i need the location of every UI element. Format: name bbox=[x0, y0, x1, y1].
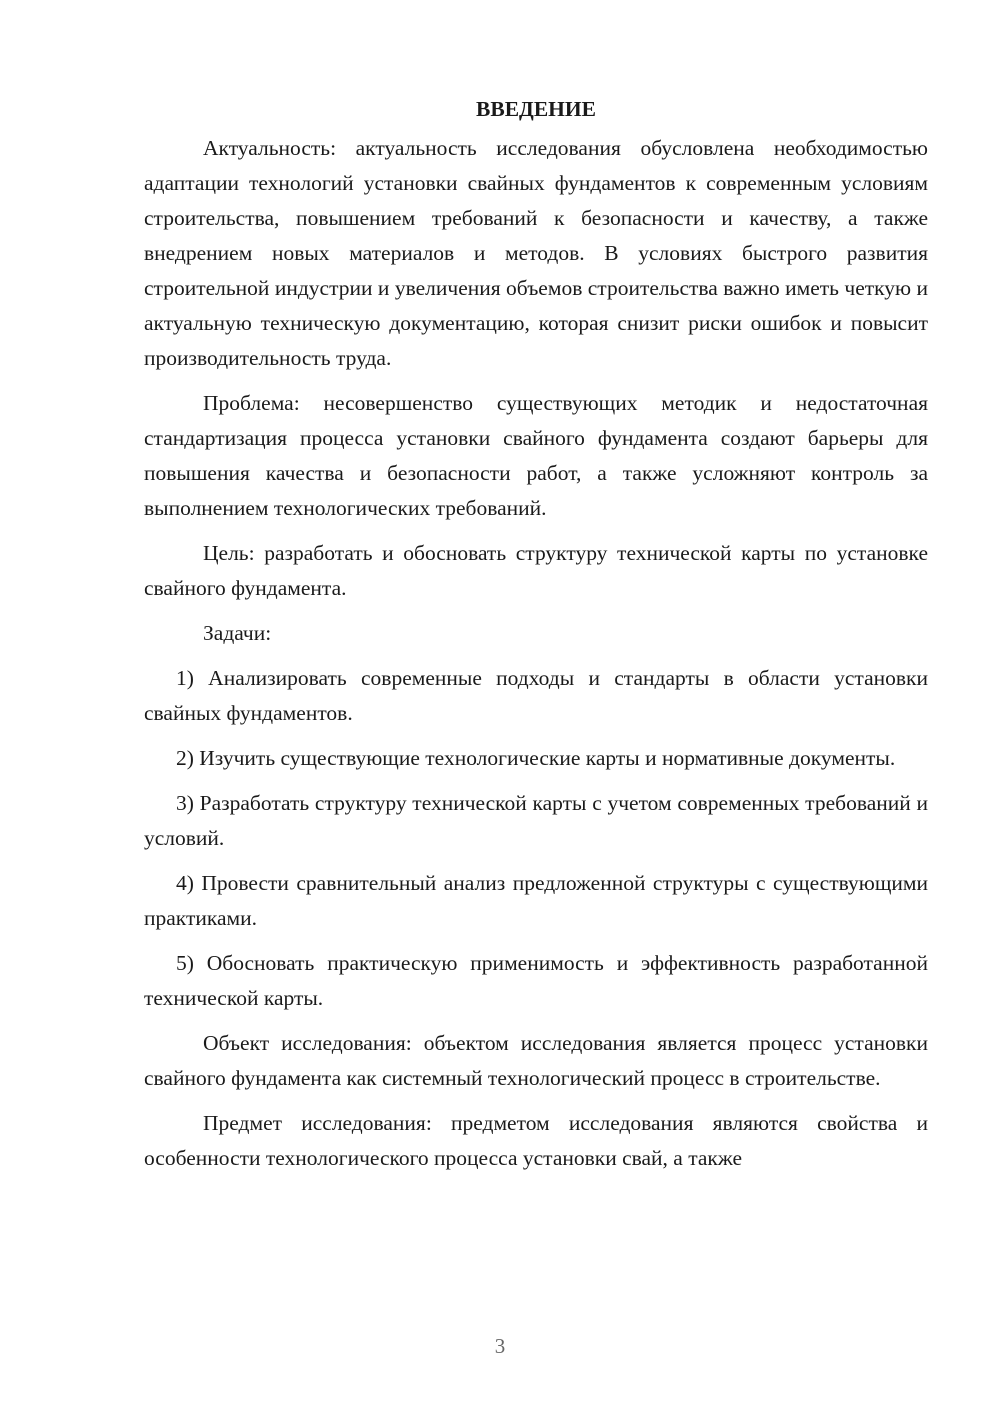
document-page bbox=[144, 92, 928, 1176]
paragraph-object: Объект исследования: объектом исследования является процесс установки свайного фундамента как системный технологический процесс в строительстве. bbox=[144, 1031, 928, 1090]
task-item-2: 2) Изучить существующие технологические карты и нормативные документы. bbox=[176, 746, 896, 770]
task-item-5: 5) Обосновать практическую применимость и эффективность разработанной технической карты. bbox=[144, 951, 928, 1010]
tasks-heading: Задачи: bbox=[203, 621, 272, 645]
paragraph-relevance: Актуальность: актуальность исследования обусловлена необходимостью адаптации технологий установки свайных фундаментов к современным условиям строительства, повышением требований к безопасности и качеству, а также внедрением новых материалов и методов. В условиях быстрого развития строительной индустрии и увеличения объемов строительства важно иметь четкую и актуальную техническую документацию, которая снизит риски ошибок и повысит производительность труда. bbox=[144, 136, 928, 370]
paragraph-subject: Предмет исследования: предметом исследования являются свойства и особенности технологического процесса установки свай, а также bbox=[144, 1111, 928, 1170]
task-item-4: 4) Провести сравнительный анализ предложенной структуры с существующими практиками. bbox=[144, 871, 928, 930]
page-number: 3 bbox=[494, 1334, 506, 1358]
task-item-3: 3) Разработать структуру технической карты с учетом современных требований и условий. bbox=[144, 791, 928, 850]
tasks-list bbox=[144, 661, 928, 1016]
paragraph-goal: Цель: разработать и обосновать структуру технической карты по установке свайного фундамента. bbox=[144, 541, 928, 600]
paragraph-problem: Проблема: несовершенство существующих методик и недостаточная стандартизация процесса установки свайного фундамента создают барьеры для повышения качества и безопасности работ, а также усложняют контроль за выполнением технологических требований. bbox=[144, 391, 928, 520]
page-title: ВВЕДЕНИЕ bbox=[476, 97, 596, 121]
task-item-1: 1) Анализировать современные подходы и стандарты в области установки свайных фундаментов. bbox=[144, 666, 928, 725]
